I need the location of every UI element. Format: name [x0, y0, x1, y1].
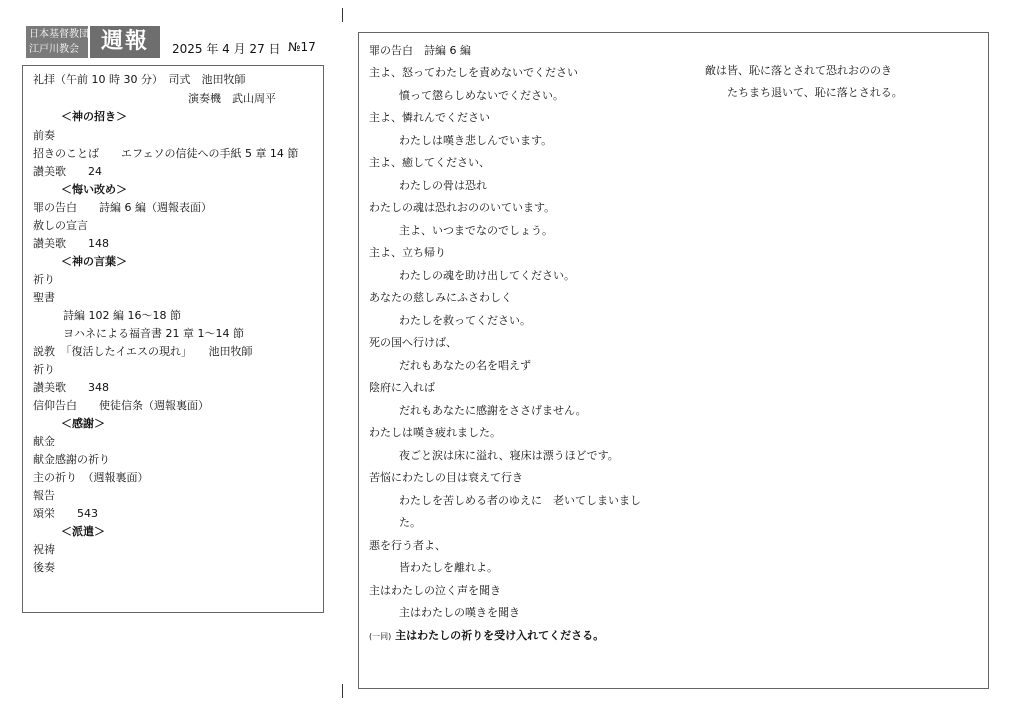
psalm-line: だれもあなたの名を唱えず	[399, 359, 531, 372]
order-item: 前奏	[33, 129, 55, 142]
order-item: 信仰告白 使徒信条（週報裏面）	[33, 399, 209, 412]
psalm-line: わたしは嘆き悲しんでいます。	[399, 134, 553, 147]
psalm-line: 夜ごと涙は床に溢れ、寝床は漂うほどです。	[399, 449, 619, 462]
order-item: 祈り	[33, 273, 55, 286]
psalm-line: 死の国へ行けば、	[369, 336, 457, 349]
psalm-line: 皆わたしを離れよ。	[399, 561, 498, 574]
final-line: 主はわたしの祈りを受け入れてくださる。	[395, 629, 605, 642]
bulletin-title: 週報	[90, 26, 160, 58]
psalm-line: 主はわたしの泣く声を聞き	[369, 584, 501, 597]
psalm-line: 主はわたしの嘆きを聞き	[399, 606, 520, 619]
psalm-heading: 罪の告白 詩編 6 編	[369, 44, 471, 57]
psalm-line: 主よ、立ち帰り	[369, 246, 446, 259]
psalm-line: た。	[399, 516, 421, 529]
psalm-line: 主よ、怒ってわたしを責めないでください	[369, 66, 578, 79]
psalm-line: 主よ、いつまでなのでしょう。	[399, 224, 553, 237]
section-heading: ＜派遣＞	[61, 525, 105, 538]
church-name-label	[26, 26, 88, 58]
order-item: 讃美歌 148	[33, 237, 109, 250]
order-item: 讃美歌 348	[33, 381, 109, 394]
confession-psalm-box	[358, 32, 989, 689]
issue-number: №17	[288, 40, 316, 54]
section-heading: ＜神の招き＞	[61, 110, 127, 123]
psalm-line: わたしの骨は恐れ	[399, 179, 487, 192]
psalm-line: わたしを救ってください。	[399, 314, 531, 327]
psalm-line: わたしは嘆き疲れました。	[369, 426, 501, 439]
section-heading: ＜神の言葉＞	[61, 255, 127, 268]
fold-mark	[342, 8, 343, 22]
psalm-line: 敵は皆、恥に落とされて恐れおののき	[705, 64, 892, 77]
order-item: 祝祷	[33, 543, 55, 556]
order-item: 罪の告白 詩編 6 編（週報表面）	[33, 201, 212, 214]
psalm-line: 主よ、癒してください、	[369, 156, 490, 169]
denomination-name: 日本基督教団	[29, 29, 89, 40]
organist: 演奏機 武山周平	[188, 92, 276, 105]
psalm-line: 憤って懲らしめないでください。	[399, 89, 564, 102]
scripture-reading: 詩編 102 編 16～18 節	[63, 309, 181, 322]
psalm-line: わたしの魂を助け出してください。	[399, 269, 575, 282]
order-item: 説教 「復活したイエスの現れ」 池田牧師	[33, 345, 253, 358]
section-heading: ＜感謝＞	[61, 417, 105, 430]
section-heading: ＜悔い改め＞	[61, 183, 127, 196]
order-item: 聖書	[33, 291, 55, 304]
psalm-line: 主よ、憐れんでください	[369, 111, 490, 124]
psalm-line: 陰府に入れば	[369, 381, 435, 394]
scripture-reading: ヨハネによる福音書 21 章 1～14 節	[63, 327, 244, 340]
order-item: 主の祈り （週報裏面）	[33, 471, 149, 484]
order-item: 赦しの宣言	[33, 219, 88, 232]
fold-mark	[342, 684, 343, 698]
church-name: 江戸川教会	[29, 44, 79, 55]
order-item: 頌栄 543	[33, 507, 98, 520]
order-item: 後奏	[33, 561, 55, 574]
order-of-worship-box	[22, 65, 324, 613]
psalm-line: あなたの慈しみにふさわしく	[369, 291, 512, 304]
congregation-response	[369, 629, 604, 644]
psalm-line: 悪を行う者よ、	[369, 539, 446, 552]
psalm-line: たちまち退いて、恥に落とされる。	[727, 86, 903, 99]
order-item: 報告	[33, 489, 55, 502]
order-item: 讃美歌 24	[33, 165, 102, 178]
order-item: 祈り	[33, 363, 55, 376]
service-time: 礼拝（午前 10 時 30 分） 司式 池田牧師	[33, 73, 246, 86]
order-item: 献金	[33, 435, 55, 448]
psalm-line: 苦悩にわたしの目は衰えて行き	[369, 471, 523, 484]
bulletin-date: 2025 年 4 月 27 日	[172, 42, 281, 56]
psalm-line: わたしの魂は恐れおののいています。	[369, 201, 556, 214]
order-item: 招きのことば エフェソの信徒への手紙 5 章 14 節	[33, 147, 299, 160]
congregation-label: (一同)	[369, 632, 392, 641]
order-item: 献金感謝の祈り	[33, 453, 110, 466]
psalm-line: わたしを苦しめる者のゆえに 老いてしまいまし	[399, 494, 641, 507]
psalm-line: だれもあなたに感謝をささげません。	[399, 404, 587, 417]
